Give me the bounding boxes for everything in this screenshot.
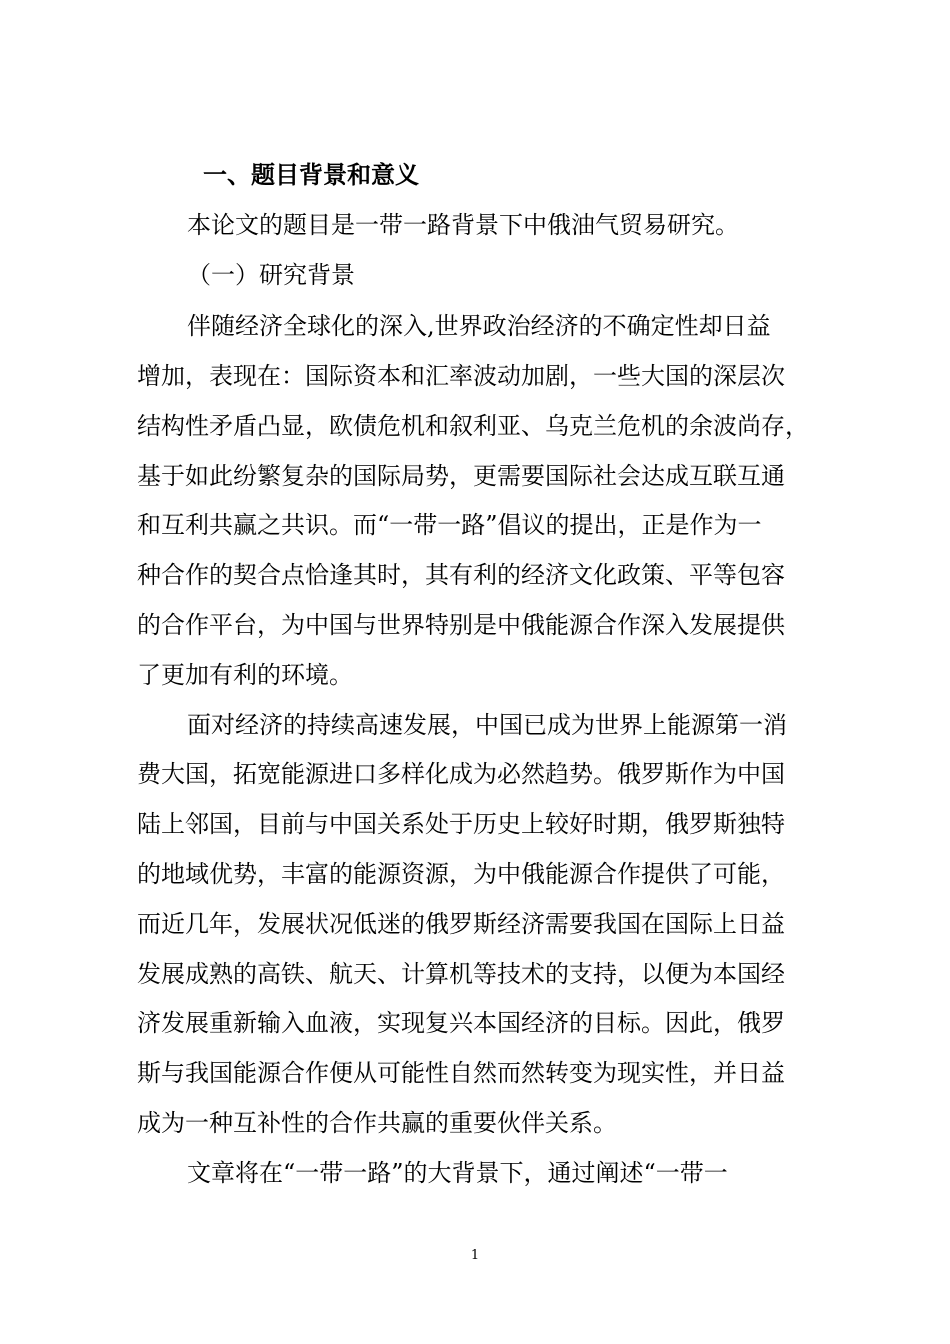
intro-text: 本论文的题目是一带一路背景下中俄油气贸易研究。: [187, 211, 739, 239]
body-line: 伴随经济全球化的深入,世界政治经济的不确定性却日益: [187, 312, 771, 340]
section-heading: 一、题目背景和意义: [203, 160, 419, 189]
body-line: 成为一种互补性的合作共赢的重要伙伴关系。: [137, 1109, 617, 1137]
body-line: 济发展重新输入血液，实现复兴本国经济的目标。因此，俄罗: [137, 1009, 785, 1037]
body-line: 和互利共赢之共识。而“一带一路”倡议的提出，正是作为一: [137, 511, 762, 539]
subsection-heading: （一）研究背景: [187, 261, 355, 289]
body-line: 增加，表现在：国际资本和汇率波动加剧，一些大国的深层次: [137, 362, 785, 390]
body-line: 发展成熟的高铁、航天、计算机等技术的支持，以便为本国经: [137, 960, 785, 988]
body-line: 斯与我国能源合作便从可能性自然而然转变为现实性，并日益: [137, 1059, 785, 1087]
body-line: 陆上邻国，目前与中国关系处于历史上较好时期，俄罗斯独特: [137, 810, 785, 838]
body-line: 费大国，拓宽能源进口多样化成为必然趋势。俄罗斯作为中国: [137, 760, 785, 788]
body-line: 文章将在“一带一路”的大背景下，通过阐述“一带一: [187, 1159, 728, 1187]
body-line: 了更加有利的环境。: [137, 661, 353, 689]
body-line: 的地域优势，丰富的能源资源，为中俄能源合作提供了可能，: [137, 860, 785, 888]
body-line: 结构性矛盾凸显，欧债危机和叙利亚、乌克兰危机的余波尚存，: [137, 412, 809, 440]
body-line: 而近几年，发展状况低迷的俄罗斯经济需要我国在国际上日益: [137, 910, 785, 938]
body-line: 基于如此纷繁复杂的国际局势，更需要国际社会达成互联互通: [137, 462, 785, 490]
page-number: 1: [470, 1248, 480, 1263]
body-line: 面对经济的持续高速发展，中国已成为世界上能源第一消: [187, 711, 787, 739]
body-line: 的合作平台，为中国与世界特别是中俄能源合作深入发展提供: [137, 611, 785, 639]
body-line: 种合作的契合点恰逢其时，其有利的经济文化政策、平等包容: [137, 561, 785, 589]
